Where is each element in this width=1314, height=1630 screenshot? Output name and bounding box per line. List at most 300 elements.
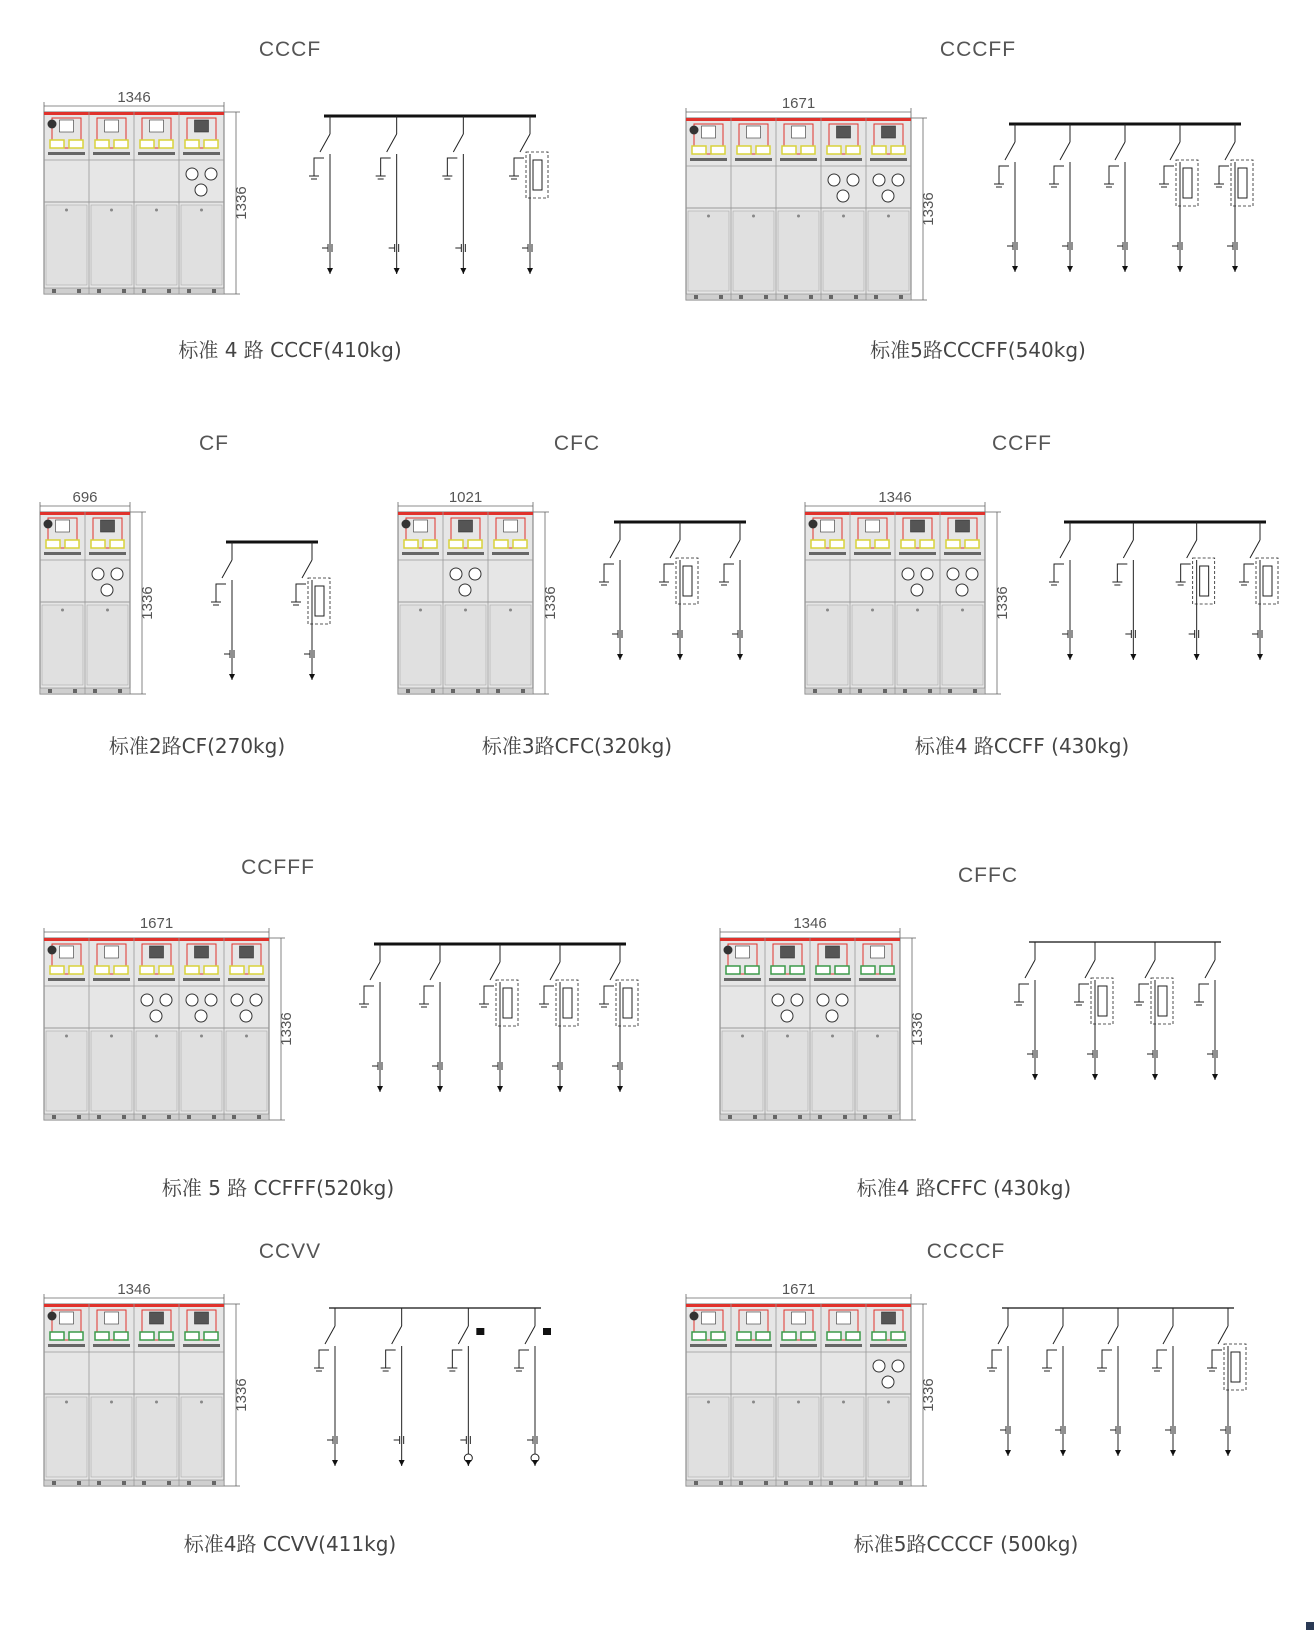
door-screw xyxy=(155,1035,158,1038)
base-bolt xyxy=(73,689,77,693)
cable-compartment-door xyxy=(181,1397,222,1477)
base-bolt xyxy=(809,1481,813,1485)
switch-blade xyxy=(1108,1326,1118,1344)
fuse-symbol xyxy=(563,988,572,1018)
schematic-cccff xyxy=(985,112,1245,282)
position-indicator xyxy=(702,1312,716,1324)
base-bolt xyxy=(257,1115,261,1119)
operation-slot xyxy=(872,1332,886,1340)
base-bolt xyxy=(694,295,698,299)
terminal-strip xyxy=(138,152,175,155)
position-indicator xyxy=(60,946,74,958)
brand-logo xyxy=(809,520,818,529)
base-bolt xyxy=(798,1115,802,1119)
operation-slot xyxy=(50,1332,64,1340)
width-dimension-label: 696 xyxy=(72,489,98,506)
config-title-ccvv: CCVV xyxy=(258,1240,322,1263)
cable-compartment-door xyxy=(46,1397,87,1477)
cable-compartment-door xyxy=(868,211,909,291)
operation-slot xyxy=(404,540,418,548)
schematic-ccff xyxy=(1040,510,1270,670)
position-indicator xyxy=(56,520,70,532)
operation-slot xyxy=(880,966,894,974)
fuse-indicator xyxy=(882,190,894,202)
base-bolt xyxy=(122,1481,126,1485)
operation-slot xyxy=(692,1332,706,1340)
switch-blade xyxy=(1053,1326,1063,1344)
door-screw xyxy=(155,209,158,212)
position-indicator xyxy=(459,520,473,532)
base-bolt xyxy=(883,689,887,693)
fuse-symbol xyxy=(1200,566,1209,596)
base-bolt xyxy=(451,689,455,693)
switch-blade xyxy=(430,962,440,980)
door-screw xyxy=(110,1401,113,1404)
door-screw xyxy=(155,1401,158,1404)
schematic-ccvv xyxy=(305,1296,545,1476)
terminal-strip xyxy=(854,552,891,555)
operation-slot xyxy=(204,1332,218,1340)
terminal-strip xyxy=(870,158,907,161)
fuse-indicator xyxy=(873,174,885,186)
feeder-arrow xyxy=(497,1086,503,1092)
operation-slot xyxy=(861,966,875,974)
earth-switch xyxy=(514,158,524,176)
operation-slot xyxy=(745,966,759,974)
operation-slot xyxy=(965,540,979,548)
terminal-strip xyxy=(769,978,806,981)
schematic-ccfff xyxy=(350,932,630,1102)
operation-slot xyxy=(756,1332,770,1340)
operation-slot xyxy=(468,540,482,548)
operation-slot xyxy=(114,966,128,974)
earth-switch xyxy=(364,986,374,1004)
terminal-strip xyxy=(899,552,936,555)
door-screw xyxy=(707,1401,710,1404)
position-indicator xyxy=(826,946,840,958)
door-screw xyxy=(65,1035,68,1038)
switch-blade xyxy=(610,962,620,980)
operation-slot xyxy=(159,140,173,148)
fuse-indicator xyxy=(469,568,481,580)
cable-compartment-door xyxy=(42,605,83,685)
base-bolt xyxy=(784,1481,788,1485)
switch-blade xyxy=(1123,540,1133,558)
terminal-strip xyxy=(48,152,85,155)
operation-slot xyxy=(801,146,815,154)
base-bolt xyxy=(167,1481,171,1485)
fuse-symbol xyxy=(623,988,632,1018)
terminal-strip xyxy=(492,552,529,555)
feeder-arrow xyxy=(1225,1450,1231,1456)
terminal-strip xyxy=(780,1344,817,1347)
door-screw xyxy=(61,609,64,612)
position-indicator xyxy=(911,520,925,532)
brand-logo xyxy=(690,1312,699,1321)
operation-slot xyxy=(737,1332,751,1340)
earth-switch xyxy=(1019,984,1029,1002)
feeder-arrow xyxy=(1257,654,1263,660)
position-indicator xyxy=(702,126,716,138)
base-bolt xyxy=(77,289,81,293)
terminal-strip xyxy=(690,158,727,161)
feeder-arrow xyxy=(1005,1450,1011,1456)
base-bolt xyxy=(854,1481,858,1485)
fuse-indicator xyxy=(826,1010,838,1022)
position-indicator xyxy=(105,120,119,132)
position-indicator xyxy=(414,520,428,532)
earth-switch xyxy=(1079,984,1089,1002)
door-screw xyxy=(419,609,422,612)
operation-slot xyxy=(872,146,886,154)
fuse-indicator xyxy=(450,568,462,580)
brand-logo xyxy=(724,946,733,955)
feeder-arrow xyxy=(1012,266,1018,272)
config-caption-ccvv: 标准4路 CCVV(411kg) xyxy=(183,1532,397,1556)
cabinet-view-cccff xyxy=(678,92,948,304)
cable-compartment-door xyxy=(868,1397,909,1477)
base-bolt xyxy=(773,1115,777,1119)
base-bolt xyxy=(212,1481,216,1485)
position-indicator xyxy=(105,946,119,958)
feeder-arrow xyxy=(557,1086,563,1092)
feeder-arrow xyxy=(1032,1074,1038,1080)
door-screw xyxy=(245,1035,248,1038)
terminal-strip xyxy=(183,978,220,981)
cabinet-view-ccff xyxy=(797,486,1017,696)
earth-switch xyxy=(386,1350,396,1368)
fuse-symbol xyxy=(533,160,542,190)
cable-compartment-door xyxy=(181,1031,222,1111)
terminal-strip xyxy=(735,1344,772,1347)
earth-switch xyxy=(1212,1350,1222,1368)
cable-compartment-door xyxy=(942,605,983,685)
width-dimension-label: 1346 xyxy=(117,89,151,106)
brand-logo xyxy=(48,120,57,129)
config-caption-ccccf: 标准5路CCCCF (500kg) xyxy=(853,1532,1079,1556)
width-dimension-label: 1671 xyxy=(781,95,816,112)
earth-switch xyxy=(314,158,324,176)
fuse-indicator xyxy=(186,994,198,1006)
operation-slot xyxy=(204,140,218,148)
operation-slot xyxy=(835,966,849,974)
cabinet-view-ccccf xyxy=(678,1278,948,1493)
breaker-actuator xyxy=(543,1328,551,1335)
cable-compartment-door xyxy=(722,1031,763,1111)
brand-logo xyxy=(44,520,53,529)
operation-slot xyxy=(449,540,463,548)
fuse-indicator xyxy=(892,174,904,186)
switch-blade xyxy=(370,962,380,980)
base-bolt xyxy=(167,289,171,293)
position-indicator xyxy=(882,1312,896,1324)
door-screw xyxy=(786,1035,789,1038)
cable-compartment-door xyxy=(823,211,864,291)
cable-compartment-door xyxy=(823,1397,864,1477)
switch-blade xyxy=(325,1326,335,1344)
operation-slot xyxy=(827,146,841,154)
busbar-red-strip xyxy=(686,1304,911,1307)
terminal-strip xyxy=(780,158,817,161)
feeder-arrow xyxy=(1115,1450,1121,1456)
earth-switch xyxy=(1054,564,1064,582)
position-indicator xyxy=(866,520,880,532)
config-title-cf: CF xyxy=(199,432,229,455)
busbar-red-strip xyxy=(44,938,269,941)
door-screw xyxy=(887,215,890,218)
cable-compartment-door xyxy=(46,1031,87,1111)
position-indicator xyxy=(882,126,896,138)
fuse-symbol xyxy=(683,566,692,596)
switch-blade xyxy=(490,962,500,980)
position-indicator xyxy=(837,126,851,138)
width-dimension-label: 1021 xyxy=(448,489,483,506)
fuse-indicator xyxy=(205,994,217,1006)
fuse-indicator xyxy=(902,568,914,580)
base-bolt xyxy=(93,689,97,693)
cable-compartment-door xyxy=(46,205,87,285)
fuse-symbol xyxy=(1183,168,1192,198)
config-title-cccff: CCCFF xyxy=(939,38,1017,61)
operation-slot xyxy=(69,966,83,974)
door-screw xyxy=(797,215,800,218)
switch-blade xyxy=(1060,540,1070,558)
base-bolt xyxy=(694,1481,698,1485)
fuse-indicator xyxy=(847,174,859,186)
position-indicator xyxy=(821,520,835,532)
feeder-arrow xyxy=(1067,266,1073,272)
position-indicator xyxy=(747,1312,761,1324)
base-bolt xyxy=(212,289,216,293)
cable-compartment-door xyxy=(226,1031,267,1111)
feeder-arrow xyxy=(1092,1074,1098,1080)
switch-blade xyxy=(1163,1326,1173,1344)
terminal-strip xyxy=(44,552,81,555)
operation-slot xyxy=(782,1332,796,1340)
switch-blade xyxy=(1145,960,1155,978)
door-screw xyxy=(797,1401,800,1404)
fuse-indicator xyxy=(837,190,849,202)
terminal-strip xyxy=(183,152,220,155)
feeder-arrow xyxy=(617,1086,623,1092)
cable-compartment-door xyxy=(807,605,848,685)
feeder-arrow xyxy=(1212,1074,1218,1080)
operation-slot xyxy=(50,140,64,148)
earth-switch xyxy=(216,584,226,602)
fuse-symbol xyxy=(1238,168,1247,198)
operation-slot xyxy=(756,146,770,154)
position-indicator xyxy=(150,1312,164,1324)
door-screw xyxy=(871,609,874,612)
operation-slot xyxy=(846,146,860,154)
cable-compartment-door xyxy=(136,205,177,285)
position-indicator xyxy=(150,946,164,958)
fuse-indicator xyxy=(882,1376,894,1388)
position-indicator xyxy=(195,946,209,958)
fuse-indicator xyxy=(956,584,968,596)
cable-compartment-door xyxy=(897,605,938,685)
door-screw xyxy=(831,1035,834,1038)
fuse-indicator xyxy=(892,1360,904,1372)
fuse-indicator xyxy=(111,568,123,580)
feeder-arrow xyxy=(377,1086,383,1092)
operation-slot xyxy=(423,540,437,548)
switch-blade xyxy=(550,962,560,980)
earth-switch xyxy=(1157,1350,1167,1368)
operation-slot xyxy=(46,540,60,548)
operation-slot xyxy=(811,540,825,548)
fuse-indicator xyxy=(772,994,784,1006)
door-screw xyxy=(707,215,710,218)
position-indicator xyxy=(956,520,970,532)
operation-slot xyxy=(65,540,79,548)
operation-slot xyxy=(711,146,725,154)
switch-blade xyxy=(302,560,312,578)
switch-blade xyxy=(1250,540,1260,558)
base-bolt xyxy=(764,1481,768,1485)
terminal-strip xyxy=(735,158,772,161)
earth-switch xyxy=(1199,984,1209,1002)
position-indicator xyxy=(60,120,74,132)
base-bolt xyxy=(753,1115,757,1119)
base-bolt xyxy=(719,295,723,299)
busbar-red-strip xyxy=(686,118,911,121)
terminal-strip xyxy=(48,978,85,981)
config-caption-ccff: 标准4 路CCFF (430kg) xyxy=(914,734,1130,758)
switch-blade xyxy=(392,1326,402,1344)
feeder-arrow xyxy=(1152,1074,1158,1080)
width-dimension-label: 1346 xyxy=(793,915,827,932)
switch-blade xyxy=(610,540,620,558)
cable-compartment-door xyxy=(778,211,819,291)
switch-blade xyxy=(320,134,330,152)
operation-slot xyxy=(711,1332,725,1340)
brand-logo xyxy=(402,520,411,529)
width-dimension-label: 1671 xyxy=(781,1281,816,1298)
height-dimension-label: 1336 xyxy=(233,186,250,220)
feeder-arrow xyxy=(1122,266,1128,272)
fuse-indicator xyxy=(911,584,923,596)
base-bolt xyxy=(719,1481,723,1485)
earth-switch xyxy=(664,564,674,582)
base-bolt xyxy=(187,1481,191,1485)
base-bolt xyxy=(888,1115,892,1119)
feeder-arrow xyxy=(1130,654,1136,660)
door-screw xyxy=(916,609,919,612)
feeder-arrow xyxy=(327,268,333,274)
fuse-indicator xyxy=(873,1360,885,1372)
switch-blade xyxy=(1005,142,1015,160)
cable-compartment-door xyxy=(688,1397,729,1477)
operation-slot xyxy=(891,1332,905,1340)
operation-slot xyxy=(50,966,64,974)
base-bolt xyxy=(739,1481,743,1485)
feeder-arrow xyxy=(677,654,683,660)
base-bolt xyxy=(431,689,435,693)
operation-slot xyxy=(95,966,109,974)
height-dimension-label: 1336 xyxy=(278,1012,295,1046)
earth-switch xyxy=(1117,564,1127,582)
operation-slot xyxy=(110,540,124,548)
door-screw xyxy=(741,1035,744,1038)
switch-blade xyxy=(730,540,740,558)
door-screw xyxy=(752,1401,755,1404)
base-bolt xyxy=(187,1115,191,1119)
base-bolt xyxy=(838,689,842,693)
base-bolt xyxy=(232,1115,236,1119)
operation-slot xyxy=(140,140,154,148)
earth-switch xyxy=(544,986,554,1004)
height-dimension-label: 1336 xyxy=(909,1012,926,1046)
position-indicator xyxy=(837,1312,851,1324)
fuse-symbol xyxy=(1231,1352,1240,1382)
door-screw xyxy=(65,1401,68,1404)
base-bolt xyxy=(764,295,768,299)
height-dimension-label: 1336 xyxy=(139,586,156,620)
door-screw xyxy=(961,609,964,612)
operation-slot xyxy=(846,1332,860,1340)
base-bolt xyxy=(142,1115,146,1119)
cable-compartment-door xyxy=(91,1397,132,1477)
terminal-strip xyxy=(447,552,484,555)
brand-logo xyxy=(48,946,57,955)
earth-switch xyxy=(1054,166,1064,184)
base-bolt xyxy=(809,295,813,299)
config-title-cfc: CFC xyxy=(553,432,601,455)
earth-switch xyxy=(1219,166,1229,184)
earth-switch xyxy=(1139,984,1149,1002)
switch-blade xyxy=(1085,960,1095,978)
operation-slot xyxy=(140,966,154,974)
operation-slot xyxy=(249,966,263,974)
fuse-indicator xyxy=(791,994,803,1006)
terminal-strip xyxy=(228,978,265,981)
operation-slot xyxy=(875,540,889,548)
schematic-cffc xyxy=(1005,930,1225,1090)
base-bolt xyxy=(854,295,858,299)
feeder-arrow xyxy=(527,268,533,274)
fuse-indicator xyxy=(817,994,829,1006)
earth-switch xyxy=(484,986,494,1004)
earth-switch xyxy=(604,564,614,582)
cable-compartment-door xyxy=(91,1031,132,1111)
base-bolt xyxy=(52,289,56,293)
door-screw xyxy=(842,1401,845,1404)
operation-slot xyxy=(891,146,905,154)
operation-slot xyxy=(856,540,870,548)
base-bolt xyxy=(818,1115,822,1119)
cable-compartment-door xyxy=(400,605,441,685)
operation-slot xyxy=(204,966,218,974)
operation-slot xyxy=(185,966,199,974)
cabinet-view-cffc xyxy=(712,912,947,1127)
door-screw xyxy=(200,209,203,212)
terminal-strip xyxy=(870,1344,907,1347)
switch-blade xyxy=(520,134,530,152)
operation-slot xyxy=(159,966,173,974)
terminal-strip xyxy=(183,1344,220,1347)
position-indicator xyxy=(195,1312,209,1324)
feeder-arrow xyxy=(437,1086,443,1092)
cable-compartment-door xyxy=(91,205,132,285)
feeder-arrow xyxy=(332,1460,338,1466)
earth-switch xyxy=(1181,564,1191,582)
base-bolt xyxy=(784,295,788,299)
height-dimension-label: 1336 xyxy=(233,1378,250,1412)
corner-marker xyxy=(1306,1622,1314,1630)
earth-switch xyxy=(1244,564,1254,582)
door-screw xyxy=(110,209,113,212)
